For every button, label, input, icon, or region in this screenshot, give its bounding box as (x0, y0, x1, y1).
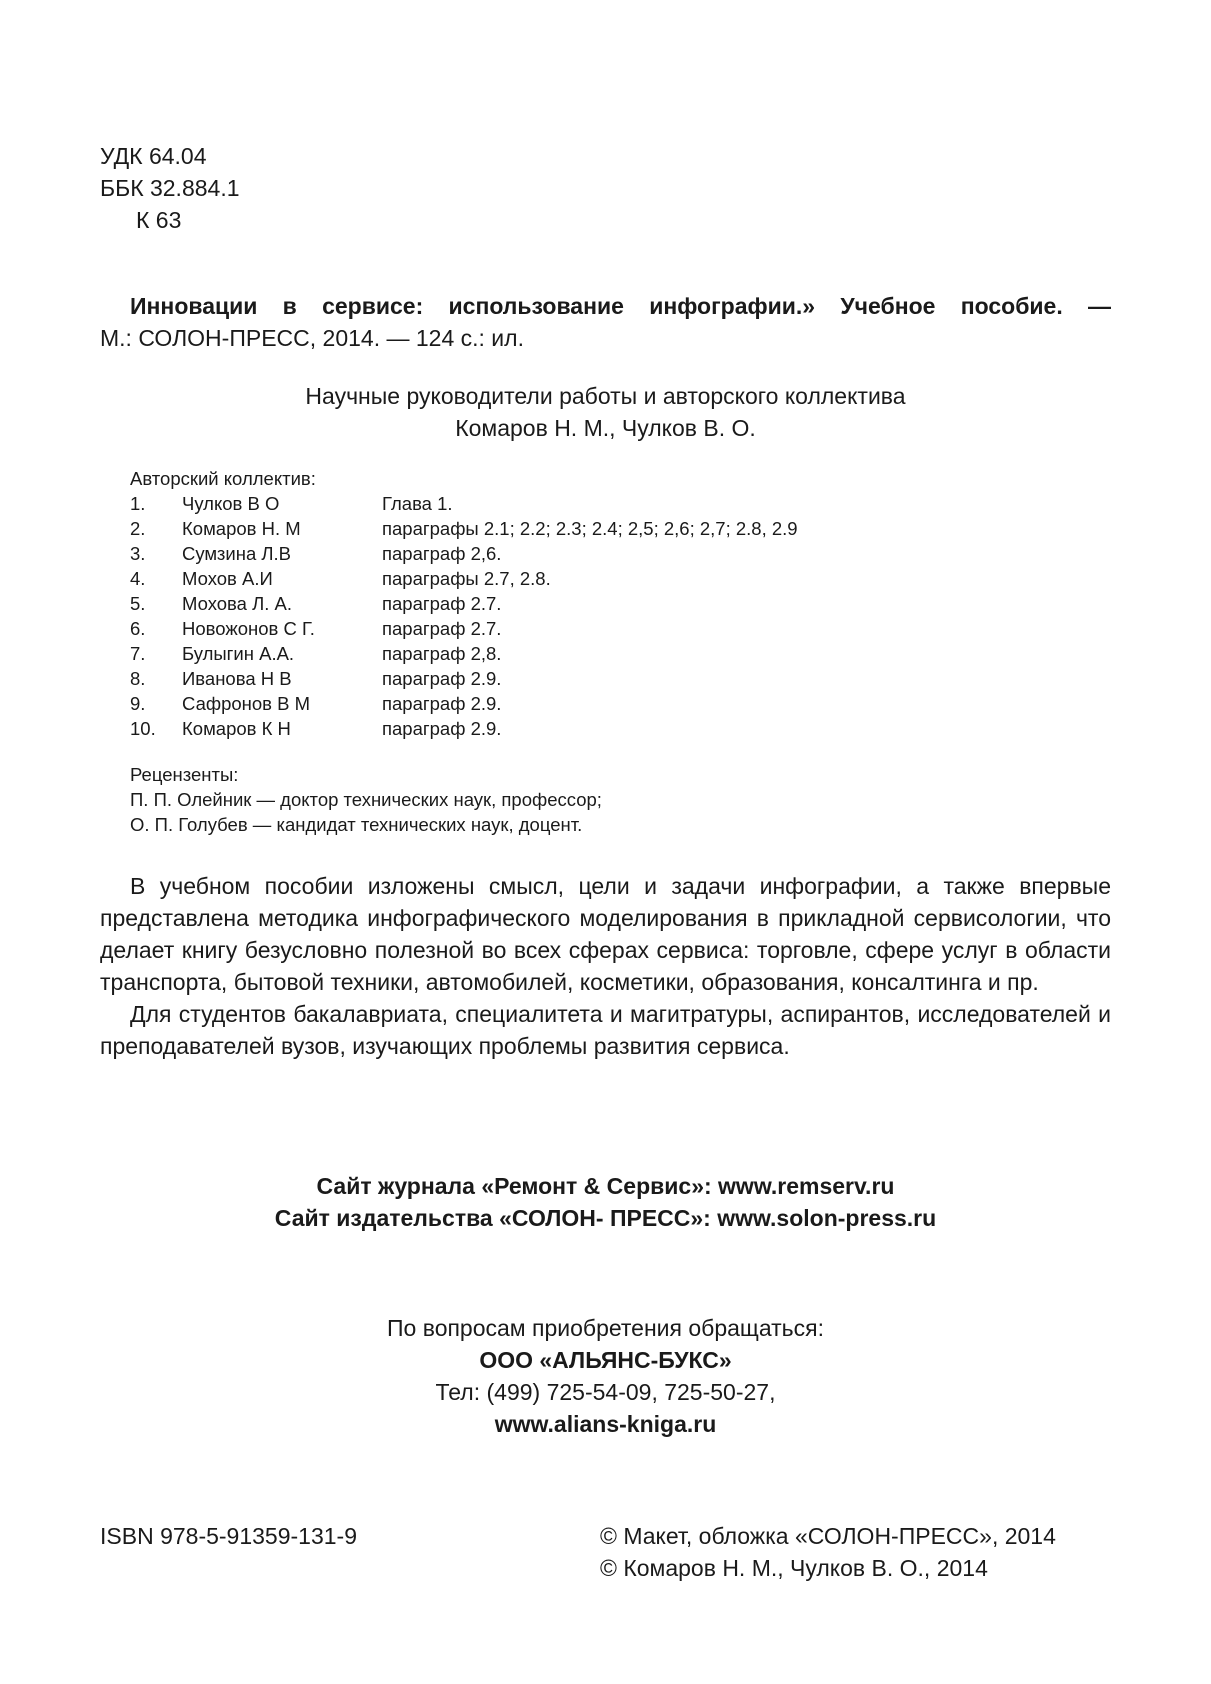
annotation (100, 870, 1111, 1062)
author-name: Булыгин А.А. (182, 643, 295, 664)
author-number: 7. (130, 643, 146, 664)
author-part: параграф 2.9. (382, 718, 502, 739)
reviewer-item: О. П. Голубев — кандидат технических наук, доцент. (130, 814, 583, 835)
author-number: 6. (130, 618, 146, 639)
author-part: параграф 2.9. (382, 668, 502, 689)
distributor-name: ООО «АЛЬЯНС-БУКС» (479, 1347, 732, 1373)
isbn: ISBN 978-5-91359-131-9 (100, 1523, 357, 1549)
author-number: 9. (130, 693, 146, 714)
author-name: Сумзина Л.В (182, 543, 291, 564)
leaders-names: Комаров Н. М., Чулков В. О. (455, 415, 756, 441)
copyright-layout: © Макет, обложка «СОЛОН-ПРЕСС», 2014 (600, 1523, 1056, 1549)
author-part: параграф 2.7. (382, 618, 502, 639)
reviewer-item: П. П. Олейник — доктор технических наук, профессор; (130, 789, 602, 810)
table-row (130, 541, 798, 566)
author-number: 4. (130, 568, 146, 589)
author-team-heading: Авторский коллектив: (130, 468, 316, 489)
purchase-contacts (0, 1312, 1211, 1440)
purchase-heading: По вопросам приобретения обращаться: (387, 1315, 824, 1341)
author-part: параграф 2.9. (382, 693, 502, 714)
author-name: Новожонов С Г. (182, 618, 315, 639)
book-title: Инновации в сервисе: использование инфографии.» Учебное пособие. — (130, 293, 1111, 319)
journal-site: Сайт журнала «Ремонт & Сервис»: www.remserv.ru (316, 1173, 895, 1199)
table-row (130, 591, 798, 616)
publication-imprint: М.: СОЛОН-ПРЕСС, 2014. — 124 с.: ил. (100, 325, 524, 351)
author-part: параграф 2.7. (382, 593, 502, 614)
bbk-code: ББК 32.884.1 (100, 175, 240, 201)
scientific-leaders (0, 380, 1211, 444)
table-row (130, 616, 798, 641)
classification-codes (100, 140, 240, 236)
annotation-audience: Для студентов бакалавриата, специалитета и магитратуры, аспирантов, исследователей и преподавателей вузов, изучающих проблемы развития сервиса. (100, 1001, 1111, 1059)
annotation-paragraph: В учебном пособии изложены смысл, цели и задачи инфографии, а также впервые представлена методика инфографического моделирования в прикладной сервисологии, что делает книгу безусловно полезной во всех сферах сервиса: торговле, сфере услуг в области транспорта, бытовой техники, автомобилей, косметики, образования, консалтинга и пр. (100, 873, 1111, 995)
author-part: параграф 2,8. (382, 643, 502, 664)
author-part: параграфы 2.7, 2.8. (382, 568, 551, 589)
leaders-heading: Научные руководители работы и авторского коллектива (305, 383, 906, 409)
author-part: параграф 2,6. (382, 543, 502, 564)
distributor-website: www.alians-kniga.ru (494, 1411, 717, 1437)
udk-code: УДК 64.04 (100, 143, 207, 169)
author-number: 5. (130, 593, 146, 614)
author-number: 2. (130, 518, 146, 539)
author-name: Иванова Н В (182, 668, 292, 689)
table-row (130, 566, 798, 591)
table-row (130, 716, 798, 741)
distributor-phone: Тел: (499) 725-54-09, 725-50-27, (435, 1379, 776, 1405)
author-number: 1. (130, 493, 146, 514)
author-name: Мохова Л. А. (182, 593, 292, 614)
websites (0, 1170, 1211, 1234)
author-number: 10. (130, 718, 156, 739)
table-row (130, 516, 798, 541)
author-part: Глава 1. (382, 493, 453, 514)
author-number: 8. (130, 668, 146, 689)
author-name: Чулков В О (182, 493, 280, 514)
author-name: Мохов А.И (182, 568, 273, 589)
table-row (130, 666, 798, 691)
author-mark: К 63 (136, 207, 182, 233)
author-name: Сафронов В М (182, 693, 311, 714)
author-part: параграфы 2.1; 2.2; 2.3; 2.4; 2,5; 2,6; 2,7; 2.8, 2.9 (382, 518, 798, 539)
table-row (130, 691, 798, 716)
publisher-site: Сайт издательства «СОЛОН- ПРЕСС»: www.solon-press.ru (274, 1205, 937, 1231)
author-team (130, 466, 798, 741)
author-table (130, 491, 798, 741)
author-name: Комаров Н. М (182, 518, 301, 539)
author-name: Комаров К Н (182, 718, 291, 739)
copyright-block (600, 1520, 1056, 1584)
reviewers (130, 762, 602, 837)
table-row (130, 641, 798, 666)
table-row (130, 491, 798, 516)
bibliographic-description (100, 290, 1111, 354)
reviewers-heading: Рецензенты: (130, 764, 239, 785)
author-number: 3. (130, 543, 146, 564)
copyright-authors: © Комаров Н. М., Чулков В. О., 2014 (600, 1555, 988, 1581)
